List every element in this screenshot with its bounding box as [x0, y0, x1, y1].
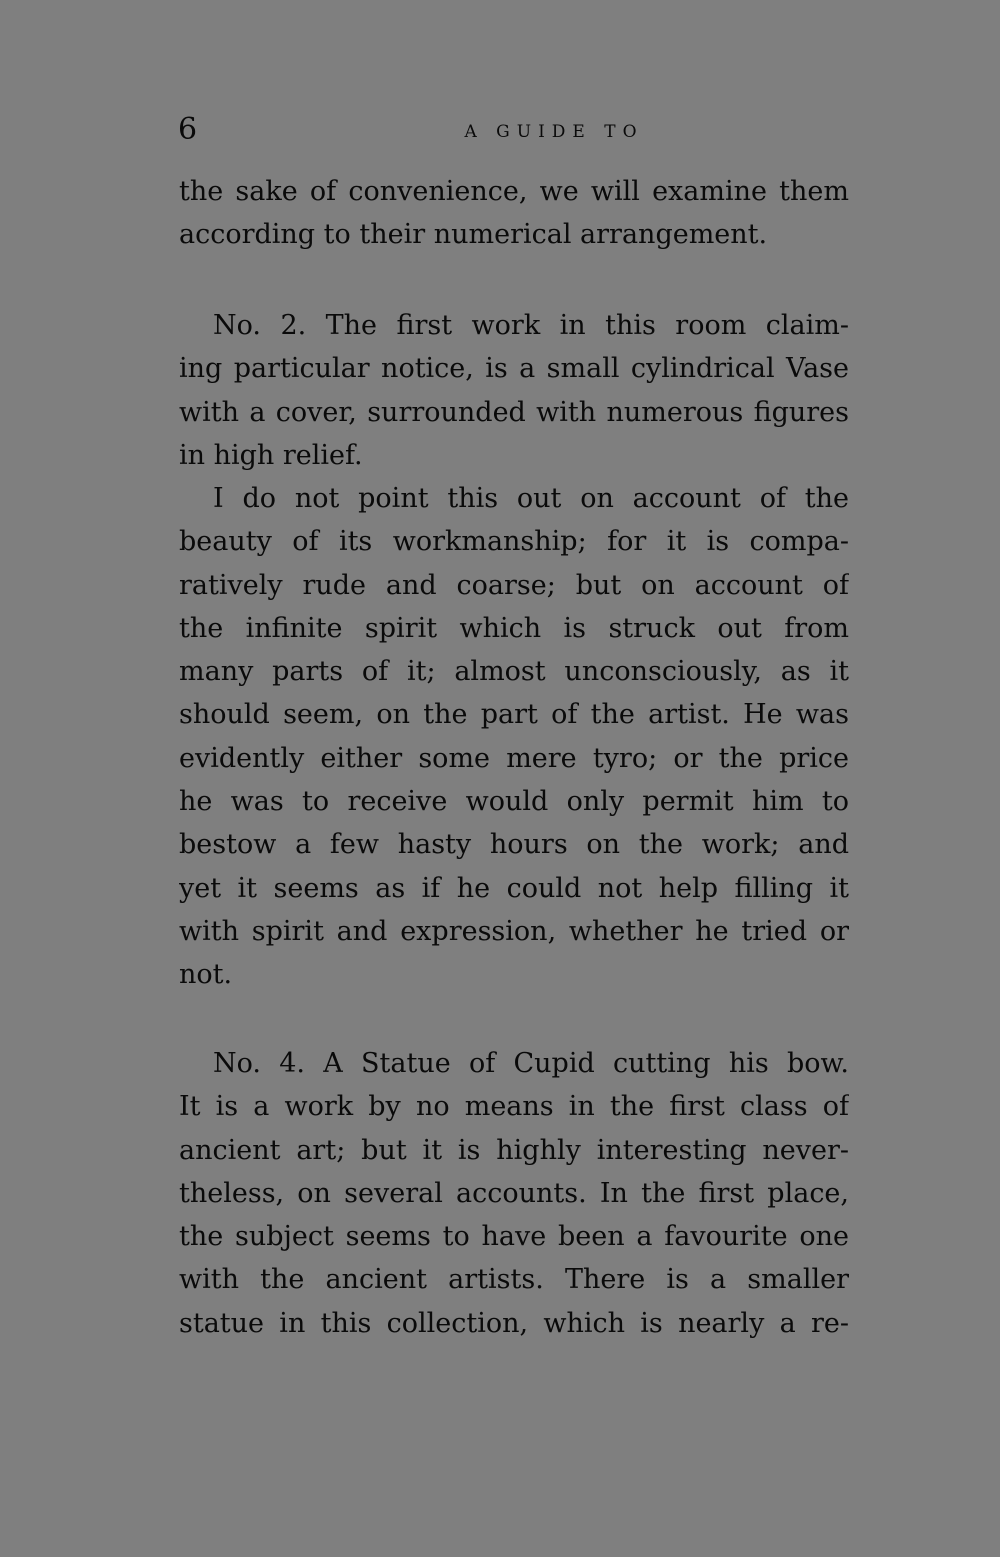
text-line: It is a work by no means in the first class of: [179, 1091, 849, 1123]
paragraph-no-4: [179, 1042, 849, 1345]
paragraph-no-2: [179, 304, 849, 477]
text-line: ing particular notice, is a small cylindrical Vase: [179, 353, 849, 385]
text-line: theless, on several accounts. In the first place,: [179, 1177, 849, 1209]
text-line: ancient art; but it is highly interesting never-: [179, 1134, 849, 1166]
text-line: in high relief.: [179, 439, 363, 471]
text-line: with a cover, surrounded with numerous figures: [179, 396, 849, 428]
text-line: according to their numerical arrangement.: [179, 219, 768, 251]
paragraph-commentary: [179, 477, 849, 997]
text-line: the sake of convenience, we will examine them: [179, 176, 849, 207]
page-number: 6: [178, 112, 198, 147]
text-line: yet it seems as if he could not help filling it: [179, 872, 849, 904]
text-line: I do not point this out on account of the: [213, 483, 849, 514]
text-line: should seem, on the part of the artist. He was: [179, 699, 849, 731]
text-line: No. 4. A Statue of Cupid cutting his bow.: [213, 1048, 849, 1079]
text-line: he was to receive would only permit him to: [179, 786, 849, 818]
running-title: A GUIDE TO: [464, 122, 644, 142]
text-line: bestow a few hasty hours on the work; and: [179, 829, 849, 861]
text-line: with spirit and expression, whether he tried or: [179, 915, 849, 947]
text-line: statue in this collection, which is nearly a re-: [179, 1307, 849, 1339]
text-line: the subject seems to have been a favourite one: [179, 1221, 849, 1253]
text-line: ratively rude and coarse; but on account of: [179, 569, 849, 601]
running-head: [178, 110, 850, 150]
paragraph-continuation: [179, 170, 849, 257]
text-line: with the ancient artists. There is a smaller: [179, 1264, 849, 1296]
text-line: beauty of its workmanship; for it is compa-: [179, 526, 849, 558]
text-line: many parts of it; almost unconsciously, as it: [179, 656, 849, 688]
text-line: not.: [179, 959, 233, 991]
text-line: evidently either some mere tyro; or the price: [179, 742, 849, 774]
text-line: No. 2. The first work in this room claim-: [213, 310, 849, 341]
text-line: the infinite spirit which is struck out from: [179, 612, 849, 644]
